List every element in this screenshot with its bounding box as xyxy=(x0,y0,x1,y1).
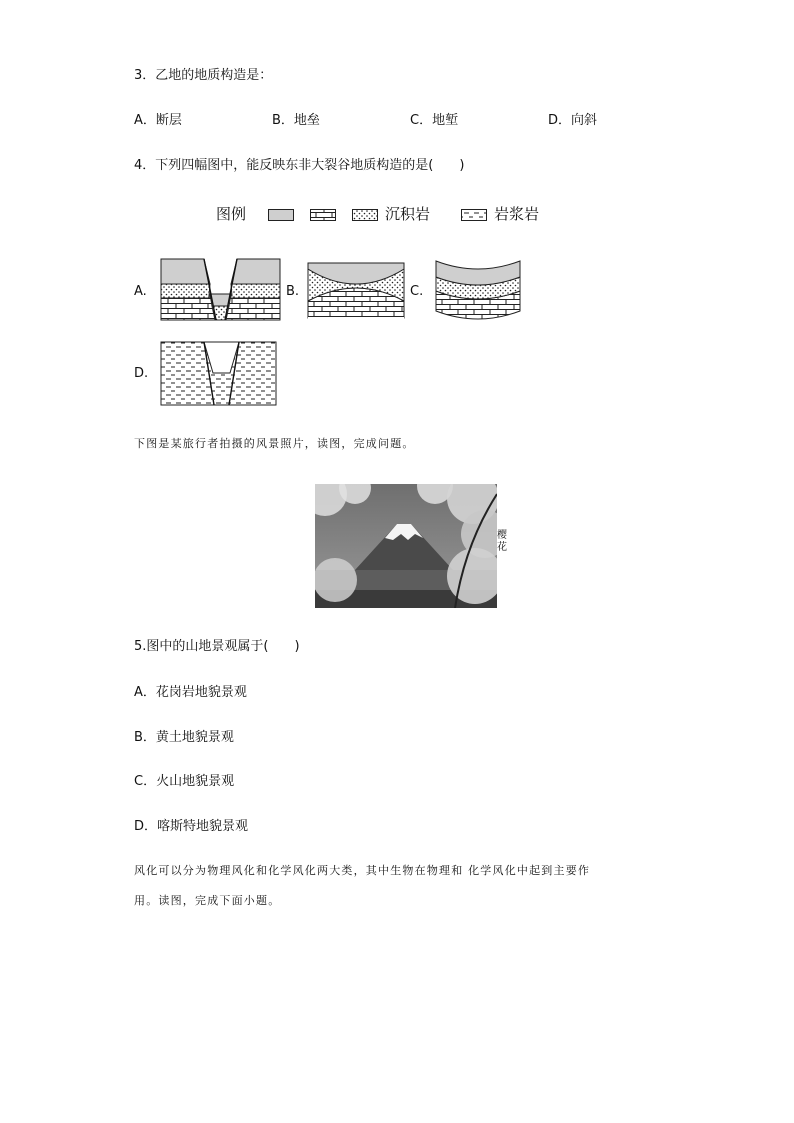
q5-option-a: A．花岗岩地貌景观 xyxy=(134,685,247,700)
diagram-a-graben xyxy=(160,258,282,322)
q5-question: 5.图中的山地景观属于( ) xyxy=(134,639,300,654)
legend-swatch-magmatic xyxy=(462,210,487,221)
option-c-label: C. xyxy=(410,284,424,299)
weathering-intro-line2: 用。读图，完成下面小题。 xyxy=(134,894,281,907)
q3-question: 3．乙地的地质构造是： xyxy=(134,68,273,83)
q5-option-d: D．喀斯特地貌景观 xyxy=(134,819,249,834)
legend-sedimentary-label: 沉积岩 xyxy=(385,205,431,223)
legend-swatch-sedimentary xyxy=(353,210,378,221)
diagram-c-fold xyxy=(434,259,522,323)
option-d-label: D. xyxy=(134,366,149,381)
q5-option-c: C．火山地貌景观 xyxy=(134,774,235,789)
option-b-label: B. xyxy=(286,284,300,299)
q3-option-a: A．断层 xyxy=(134,113,182,128)
legend-magmatic-label: 岩浆岩 xyxy=(494,205,540,223)
photo-intro: 下图是某旅行者拍摄的风景照片，读图，完成问题。 xyxy=(134,437,415,450)
q5-option-b: B．黄土地貌景观 xyxy=(134,730,234,745)
weathering-intro-line1: 风化可以分为物理风化和化学风化两大类，其中生物在物理和 化学风化中起到主要作 xyxy=(134,864,591,877)
diagram-b-syncline xyxy=(306,261,406,319)
legend-title: 图例 xyxy=(216,205,247,223)
q3-option-c: C．地堑 xyxy=(410,113,459,128)
q3-option-d: D．向斜 xyxy=(548,113,598,128)
legend-swatch-limestone xyxy=(311,210,336,221)
mount-fuji-photo xyxy=(315,484,497,608)
q3-option-b: B．地垒 xyxy=(272,113,320,128)
option-a-label: A. xyxy=(134,284,147,299)
diagram-d-graben xyxy=(160,341,278,407)
q4-question: 4．下列四幅图中，能反映东非大裂谷地质构造的是( ) xyxy=(134,158,465,173)
photo-label: 樱花 xyxy=(497,530,507,553)
legend-swatch-soil xyxy=(269,210,294,221)
